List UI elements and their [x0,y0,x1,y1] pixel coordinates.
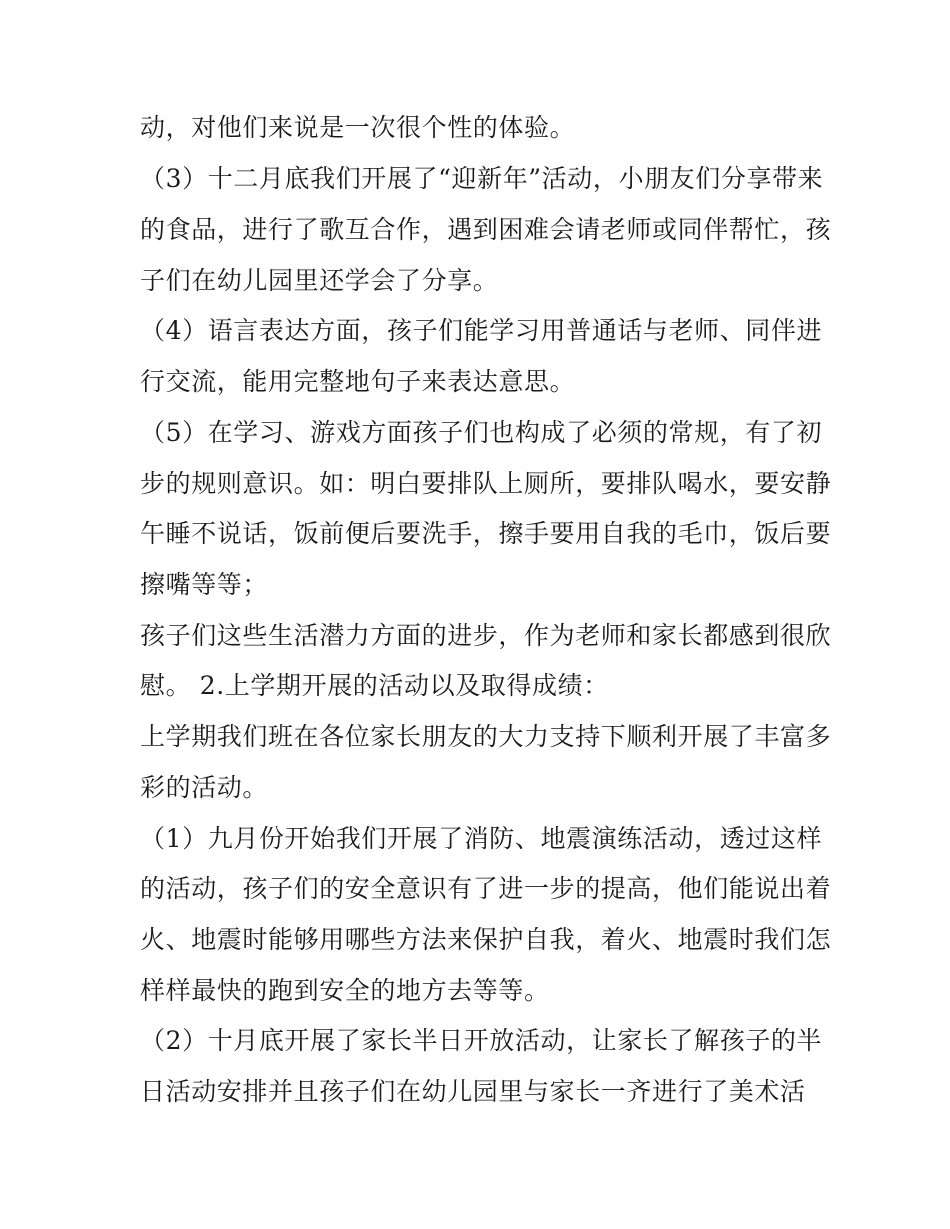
text-line-6: 行交流，能用完整地句子来表达意思。 [140,367,576,396]
text-line-4: 子们在幼儿园里还学会了分享。 [140,266,499,295]
text-line-11: 孩子们这些生活潜力方面的进步，作为老师和家长都感到很欣 [140,621,832,650]
text-line-1: 动，对他们来说是一次很个性的体验。 [140,113,576,142]
text-line-14: 彩的活动。 [140,773,269,802]
text-line-13: 上学期我们班在各位家长朋友的大力支持下顺利开展了丰富多 [140,722,832,751]
text-line-15: （1）九月份开始我们开展了消防、地震演练活动，透过这样 [140,824,823,853]
text-line-9: 午睡不说话，饭前便后要洗手，擦手要用自我的毛巾，饭后要 [140,519,832,548]
text-line-19: （2）十月底开展了家长半日开放活动，让家长了解孩子的半 [140,1026,823,1055]
text-line-20: 日活动安排并且孩子们在幼儿园里与家长一齐进行了美术活 [140,1077,806,1106]
text-line-18: 样样最快的跑到安全的地方去等等。 [140,976,550,1005]
text-line-8: 步的规则意识。如：明白要排队上厕所，要排队喝水，要安静 [140,469,832,498]
text-line-10: 擦嘴等等； [140,570,269,599]
text-line-12: 慰。 2.上学期开展的活动以及取得成绩： [140,671,609,700]
text-line-5: （4）语言表达方面，孩子们能学习用普通话与老师、同伴进 [140,316,823,345]
text-line-3: 的食品，进行了歌互合作，遇到困难会请老师或同伴帮忙，孩 [140,215,832,244]
text-line-2: （3）十二月底我们开展了“迎新年”活动，小朋友们分享带来 [140,164,824,193]
text-line-16: 的活动，孩子们的安全意识有了进一步的提高，他们能说出着 [140,874,832,903]
text-line-7: （5）在学习、游戏方面孩子们也构成了必须的常规，有了初 [140,418,823,447]
text-line-17: 火、地震时能够用哪些方法来保护自我，着火、地震时我们怎 [140,925,832,954]
